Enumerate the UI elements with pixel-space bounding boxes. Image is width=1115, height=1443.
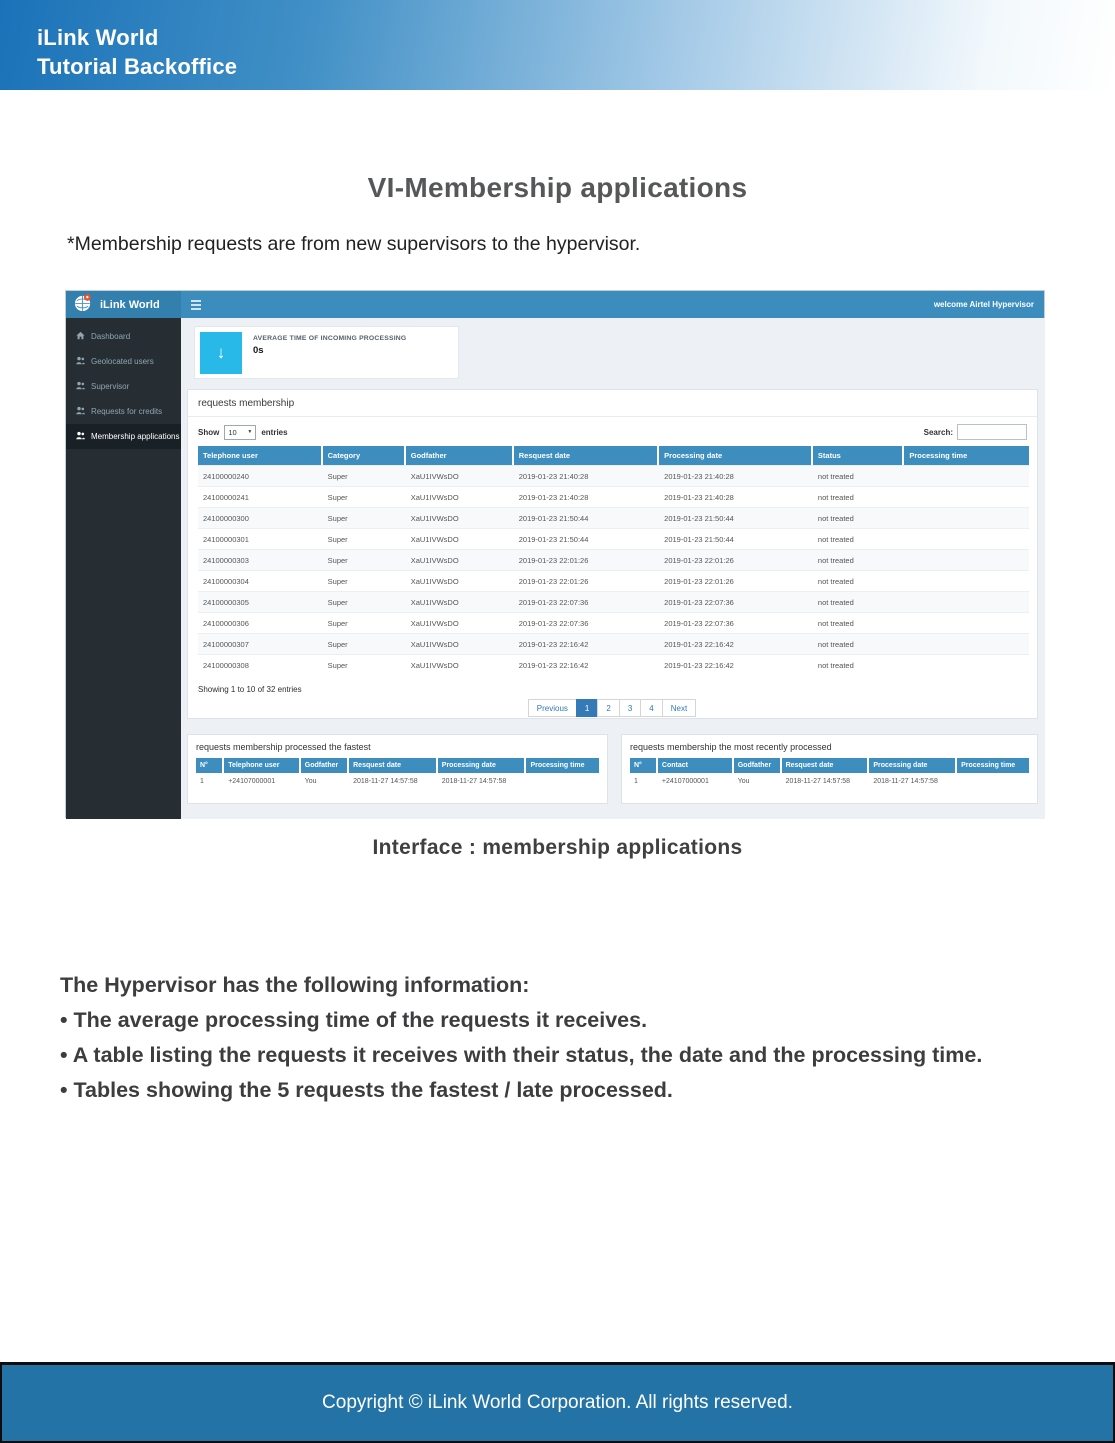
topbar-right xyxy=(181,291,1044,318)
table-cell: not treated xyxy=(813,528,904,549)
table-cell xyxy=(904,507,1029,528)
table-cell: 24100000300 xyxy=(198,507,323,528)
table-cell: 2019-01-23 22:16:42 xyxy=(659,633,813,654)
table-row xyxy=(196,773,599,789)
table-cell: XaU1IVWsDO xyxy=(406,570,514,591)
users-icon xyxy=(76,406,85,417)
table-cell: XaU1IVWsDO xyxy=(406,465,514,486)
table-cell: 2019-01-23 22:07:36 xyxy=(514,591,659,612)
table-cell: 24100000241 xyxy=(198,486,323,507)
table-cell: 2018-11-27 14:57:58 xyxy=(353,777,418,785)
table-row xyxy=(198,633,1029,654)
table-cell: 2019-01-23 21:40:28 xyxy=(659,465,813,486)
table-cell: not treated xyxy=(813,612,904,633)
table-cell: not treated xyxy=(813,654,904,675)
table-cell: +24107000001 xyxy=(228,777,276,785)
table-cell xyxy=(904,591,1029,612)
requests-membership-table xyxy=(198,446,1029,675)
table-cell xyxy=(904,549,1029,570)
table-cell: XaU1IVWsDO xyxy=(406,654,514,675)
table-cell: 24100000240 xyxy=(198,465,323,486)
search-input[interactable] xyxy=(957,424,1027,440)
table-cell: 2019-01-23 22:07:36 xyxy=(514,612,659,633)
welcome-user-label: welcome Airtel Hypervisor xyxy=(933,300,1034,309)
column-header[interactable]: Godfather xyxy=(406,446,514,465)
recently-processed-table xyxy=(630,758,1029,789)
column-header[interactable]: Processing time xyxy=(904,446,1029,465)
table-cell: 2019-01-23 21:40:28 xyxy=(514,486,659,507)
table-cell: XaU1IVWsDO xyxy=(406,612,514,633)
sidebar-item-membership-applications[interactable] xyxy=(66,424,181,449)
brand-zone xyxy=(66,291,181,318)
pagination-previous-button[interactable]: Previous xyxy=(528,699,577,717)
table-cell xyxy=(904,528,1029,549)
sidebar-item-label: Dashboard xyxy=(91,332,131,341)
sidebar-item-geolocated-users[interactable] xyxy=(66,349,181,374)
pagination-next-button[interactable]: Next xyxy=(662,699,696,717)
table-cell: XaU1IVWsDO xyxy=(406,633,514,654)
table-cell: Super xyxy=(323,549,406,570)
table-cell: Super xyxy=(323,591,406,612)
table-cell: 2019-01-23 22:01:26 xyxy=(514,570,659,591)
sidebar-item-label: Supervisor xyxy=(91,382,130,391)
table-cell xyxy=(904,570,1029,591)
column-header[interactable]: Resquest date xyxy=(514,446,659,465)
table-row xyxy=(198,465,1029,486)
table-cell xyxy=(904,486,1029,507)
column-header[interactable]: Godfather xyxy=(734,758,782,773)
column-header[interactable]: Processing date xyxy=(659,446,813,465)
table-cell: 2019-01-23 22:16:42 xyxy=(659,654,813,675)
sidebar-item-label: Geolocated users xyxy=(91,357,154,366)
sidebar-item-label: Membership applications xyxy=(91,432,180,441)
column-header[interactable]: Contact xyxy=(658,758,734,773)
show-label: Show xyxy=(198,427,220,437)
entries-label: entries xyxy=(261,427,288,437)
sidebar-item-requests-for-credits[interactable] xyxy=(66,399,181,424)
users-icon xyxy=(76,356,85,367)
pagination-page-3-button[interactable]: 3 xyxy=(619,699,641,717)
table-cell: Super xyxy=(323,633,406,654)
down-arrow-icon: ↓ xyxy=(200,332,242,374)
dropdown-arrow-icon: ▼ xyxy=(247,429,253,435)
table-cell: 2019-01-23 22:01:26 xyxy=(514,549,659,570)
table-cell: Super xyxy=(323,570,406,591)
column-header[interactable]: Status xyxy=(813,446,904,465)
table-cell xyxy=(904,612,1029,633)
table-cell: 2018-11-27 14:57:58 xyxy=(873,777,938,785)
pagination-page-4-button[interactable]: 4 xyxy=(640,699,662,717)
table-cell xyxy=(904,465,1029,486)
table-cell xyxy=(957,773,1029,789)
pagination-page-2-button[interactable]: 2 xyxy=(597,699,619,717)
metric-label: AVERAGE TIME OF INCOMING PROCESSING xyxy=(253,335,407,342)
globe-pin-logo-icon xyxy=(74,293,93,317)
sidebar-item-label: Requests for credits xyxy=(91,407,163,416)
fastest-processed-table xyxy=(196,758,599,789)
table-cell: XaU1IVWsDO xyxy=(406,528,514,549)
table-row xyxy=(198,570,1029,591)
table-cell: 2018-11-27 14:57:58 xyxy=(785,777,851,785)
column-header[interactable]: N° xyxy=(630,758,658,773)
fastest-processed-panel xyxy=(187,734,608,804)
panel-title: requests membership the most recently processed xyxy=(630,742,832,752)
metric-value: 0s xyxy=(253,345,264,356)
table-row xyxy=(198,528,1029,549)
table-cell: Super xyxy=(323,612,406,633)
app-topbar xyxy=(66,291,1044,318)
table-cell: 2019-01-23 22:16:42 xyxy=(514,633,659,654)
table-cell: 2019-01-23 22:07:36 xyxy=(659,612,813,633)
document-header-banner xyxy=(0,0,1115,90)
table-cell: XaU1IVWsDO xyxy=(406,486,514,507)
average-time-metric-card xyxy=(194,326,459,379)
requests-membership-panel xyxy=(187,389,1038,719)
table-row xyxy=(198,549,1029,570)
showing-entries-status: Showing 1 to 10 of 32 entries xyxy=(198,685,302,694)
table-cell: 2019-01-23 22:01:26 xyxy=(659,570,813,591)
table-cell: 24100000305 xyxy=(198,591,323,612)
column-header[interactable]: N° xyxy=(196,758,224,773)
table-cell: Super xyxy=(323,654,406,675)
column-header[interactable]: Resquest date xyxy=(782,758,870,773)
info-intro: The Hypervisor has the following information: xyxy=(60,973,530,997)
users-icon xyxy=(76,381,85,392)
table-cell: Super xyxy=(323,486,406,507)
table-row xyxy=(198,612,1029,633)
table-row xyxy=(198,654,1029,675)
home-icon xyxy=(76,331,85,342)
table-cell: not treated xyxy=(813,507,904,528)
table-cell: not treated xyxy=(813,570,904,591)
table-cell: Super xyxy=(323,507,406,528)
table-cell: 2019-01-23 21:50:44 xyxy=(659,528,813,549)
table-cell: not treated xyxy=(813,486,904,507)
page-subtitle: *Membership requests are from new supervisors to the hypervisor. xyxy=(67,233,641,255)
table-cell: 2019-01-23 22:16:42 xyxy=(514,654,659,675)
table-cell: 24100000304 xyxy=(198,570,323,591)
table-cell: 2019-01-23 22:07:36 xyxy=(659,591,813,612)
table-cell: You xyxy=(737,777,750,785)
table-cell xyxy=(526,773,599,789)
users-icon xyxy=(76,431,85,442)
column-header[interactable]: Telephone user xyxy=(198,446,323,465)
table-cell: 2018-11-27 14:57:58 xyxy=(441,777,507,785)
table-cell: not treated xyxy=(813,549,904,570)
table-cell: 2019-01-23 21:40:28 xyxy=(514,465,659,486)
header-line-2: Tutorial Backoffice xyxy=(37,54,238,79)
table-cell: 24100000308 xyxy=(198,654,323,675)
column-header[interactable]: Processing date xyxy=(438,758,527,773)
table-cell: XaU1IVWsDO xyxy=(406,549,514,570)
table-cell: 24100000303 xyxy=(198,549,323,570)
info-bullet: • A table listing the requests it receives with their status, the date and the processing time. xyxy=(60,1043,983,1067)
sidebar-item-supervisor[interactable] xyxy=(66,374,181,399)
entries-select[interactable]: 10 ▼ xyxy=(224,425,256,440)
table-row xyxy=(630,773,1029,789)
info-text-block xyxy=(60,968,1080,1108)
menu-icon[interactable] xyxy=(191,300,201,310)
table-cell: 1 xyxy=(634,777,638,785)
table-cell: 24100000306 xyxy=(198,612,323,633)
app-main-area xyxy=(181,318,1045,819)
table-cell: Super xyxy=(323,465,406,486)
table-cell: 24100000307 xyxy=(198,633,323,654)
table-cell: 2019-01-23 22:01:26 xyxy=(659,549,813,570)
page-title: VI-Membership applications xyxy=(367,172,748,203)
panel-title: requests membership processed the fastest xyxy=(196,742,371,752)
table-cell: not treated xyxy=(813,465,904,486)
copyright-text: Copyright © iLink World Corporation. All rights reserved. xyxy=(322,1392,793,1413)
table-controls xyxy=(198,424,1027,440)
table-cell: XaU1IVWsDO xyxy=(406,507,514,528)
info-bullet: • Tables showing the 5 requests the fastest / late processed. xyxy=(60,1078,673,1102)
table-cell: XaU1IVWsDO xyxy=(406,591,514,612)
info-bullet: • The average processing time of the requests it receives. xyxy=(60,1008,648,1032)
table-cell: 2019-01-23 21:50:44 xyxy=(659,507,813,528)
column-header[interactable]: Processing date xyxy=(869,758,957,773)
table-cell: +24107000001 xyxy=(661,777,709,785)
table-row xyxy=(198,591,1029,612)
table-cell: 1 xyxy=(200,777,204,785)
backoffice-screenshot xyxy=(65,290,1045,818)
table-cell: 24100000301 xyxy=(198,528,323,549)
table-cell: 2019-01-23 21:40:28 xyxy=(659,486,813,507)
table-cell: not treated xyxy=(813,633,904,654)
screenshot-caption: Interface : membership applications xyxy=(372,836,743,859)
recently-processed-panel xyxy=(621,734,1038,804)
copyright-footer xyxy=(0,1362,1115,1443)
table-cell xyxy=(904,633,1029,654)
table-cell: Super xyxy=(323,528,406,549)
sidebar-item-dashboard[interactable] xyxy=(66,324,181,349)
table-cell xyxy=(904,654,1029,675)
table-row xyxy=(198,486,1029,507)
panel-title: requests membership xyxy=(188,390,1037,417)
table-cell: not treated xyxy=(813,591,904,612)
table-cell: You xyxy=(304,777,317,785)
app-brand: iLink World xyxy=(100,298,160,311)
pagination-page-1-button[interactable]: 1 xyxy=(576,699,598,717)
column-header[interactable]: Resquest date xyxy=(349,758,438,773)
search-label: Search: xyxy=(923,427,953,437)
app-sidebar xyxy=(66,318,181,819)
column-header[interactable]: Processing time xyxy=(957,758,1029,773)
header-line-1: iLink World xyxy=(37,25,159,50)
column-header[interactable]: Godfather xyxy=(301,758,349,773)
column-header[interactable]: Processing time xyxy=(526,758,599,773)
table-cell: 2019-01-23 21:50:44 xyxy=(514,528,659,549)
column-header[interactable]: Telephone user xyxy=(224,758,301,773)
table-row xyxy=(198,507,1029,528)
pagination xyxy=(188,699,1037,717)
column-header[interactable]: Category xyxy=(323,446,406,465)
table-cell: 2019-01-23 21:50:44 xyxy=(514,507,659,528)
